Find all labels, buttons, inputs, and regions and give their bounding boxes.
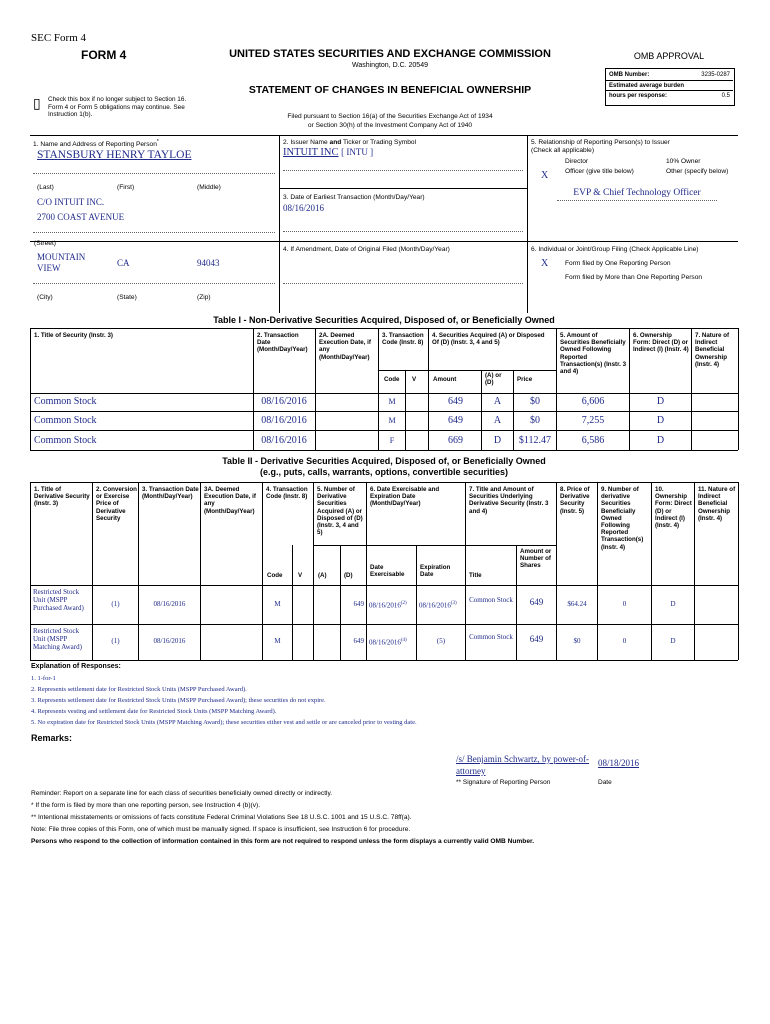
- box5-label: 5. Relationship of Reporting Person(s) to Issuer (Check all applicable): [531, 139, 670, 154]
- omb-hours-label: hours per response:: [609, 93, 668, 99]
- box4-label: 4. If Amendment, Date of Original Filed (Month/Day/Year): [283, 246, 450, 253]
- t2-h-price: 8. Price of Derivative Security (Instr. 5): [560, 486, 590, 515]
- t2-row-price: $64.24: [567, 600, 587, 608]
- t1-h-ownership: 6. Ownership Form: Direct (D) or Indirect (I) (Instr. 4): [633, 332, 689, 354]
- t1-row-date: 08/16/2016: [261, 396, 307, 407]
- t2-h-a: (A): [318, 572, 327, 579]
- state-value: CA: [117, 258, 130, 268]
- multiple-persons-note: * If the form is filed by more than one reporting person, see Instruction 4 (b)(v).: [31, 802, 261, 809]
- explanation-item: 5. No expiration date for Restricted Stock Units (MSPP Matching Award); these securities either vest and settle or are canceled prior to vesting date.: [31, 719, 417, 726]
- t1-h-code: 3. Transaction Code (Instr. 8): [382, 332, 424, 347]
- t1-h-price: Price: [517, 376, 533, 383]
- statement-title: STATEMENT OF CHANGES IN BENEFICIAL OWNERSHIP: [248, 84, 532, 96]
- t2-h-ownership: 10. Ownership Form: Direct (D) or Indirect (I) (Instr. 4): [655, 486, 692, 530]
- more-persons-label: Form filed by More than One Reporting Person: [565, 274, 703, 281]
- box2-label: 2. Issuer Name and Ticker or Trading Symbol: [283, 139, 417, 146]
- box6-label: 6. Individual or Joint/Group Filing (Check Applicable Line): [531, 246, 699, 253]
- copies-note: Note: File three copies of this Form, one of which must be manually signed. If space is insufficient, see Instruction 6 for procedure.: [31, 826, 411, 833]
- t2-row-date: 08/16/2016: [153, 600, 186, 608]
- signature-label: ** Signature of Reporting Person: [456, 779, 551, 786]
- city-value: MOUNTAIN VIEW: [37, 252, 86, 273]
- t2-row-expiration: (5): [436, 637, 446, 645]
- t1-row-amount: 649: [448, 415, 463, 426]
- checkbox-icon[interactable]: ▯: [33, 95, 41, 111]
- section16-checkbox-text: Check this box if no longer subject to Section 16. Form 4 or Form 5 obligations may continue. See Instruction 1(b).: [48, 96, 187, 119]
- t1-row-ad: D: [493, 435, 502, 446]
- t2-h-expiration: Expiration Date: [420, 564, 451, 579]
- t2-h-underlying: 7. Title and Amount of Securities Underlying Derivative Security (Instr. 3 and 4): [469, 486, 549, 515]
- one-person-check-x[interactable]: X: [541, 258, 549, 269]
- t1-row-code: M: [388, 397, 396, 406]
- omb-number-label: OMB Number:: [609, 72, 650, 78]
- form-title: FORM 4: [81, 48, 127, 62]
- t2-row-underlying-amount: 649: [529, 634, 544, 644]
- first-label: (First): [117, 184, 135, 191]
- t1-row-title: Common Stock: [34, 435, 97, 446]
- t1-h-securities: 4. Securities Acquired (A) or Disposed Of (D) (Instr. 3, 4 and 5): [432, 332, 545, 347]
- t1-row-ad: A: [493, 415, 502, 426]
- reminder-note: Reminder: Report on a separate line for each class of securities beneficially owned directly or indirectly.: [31, 790, 333, 797]
- t1-row-price: $112.47: [518, 435, 552, 446]
- t2-row-price: $0: [573, 637, 581, 645]
- t2-row-expiration: 08/16/2016$^{(3)}$: [419, 601, 457, 610]
- explanation-item: 2. Represents settlement date for Restricted Stock Units (MSPP Purchased Award).: [31, 686, 247, 693]
- omb-hours: 0.5: [721, 93, 730, 99]
- filed-pursuant: Filed pursuant to Section 16(a) of the Securities Exchange Act of 1934: [287, 113, 493, 120]
- table2-subtitle: (e.g., puts, calls, warrants, options, convertible securities): [259, 467, 509, 477]
- director-label: Director: [565, 158, 589, 165]
- t1-h-amount-owned: 5. Amount of Securities Beneficially Owned Following Reported Transaction(s) (Instr. 3 and 4): [560, 332, 627, 376]
- remarks-title: Remarks:: [31, 733, 73, 743]
- zip-label: (Zip): [197, 294, 211, 301]
- one-person-label: Form filed by One Reporting Person: [565, 260, 671, 267]
- explanation-item: 3. Represents settlement date for Restricted Stock Units (MSPP Purchased Award); these securities do not expire.: [31, 697, 326, 704]
- t2-h-date: 3. Transaction Date (Month/Day/Year): [142, 486, 199, 501]
- t2-h-title-col: Title: [469, 572, 482, 579]
- t2-h-amount-col: Amount or Number of Shares: [520, 548, 552, 570]
- officer-title: EVP & Chief Technology Officer: [573, 188, 701, 198]
- t1-row-owned: 7,255: [581, 415, 605, 426]
- t2-row-date: 08/16/2016: [153, 637, 186, 645]
- t1-h-title: 1. Title of Security (Instr. 3): [34, 332, 113, 339]
- t2-row-conv: (1): [111, 600, 120, 608]
- explanation-item: 1. 1-for-1: [31, 675, 56, 682]
- box3-label: 3. Date of Earliest Transaction (Month/Day/Year): [283, 194, 425, 201]
- t1-row-price: $0: [530, 396, 540, 407]
- t2-h-deemed: 3A. Deemed Execution Date, if any (Month/Day/Year): [204, 486, 256, 515]
- t2-row-underlying-title: Common Stock: [469, 633, 513, 641]
- table1-title: Table I - Non-Derivative Securities Acquired, Disposed of, or Beneficially Owned: [213, 315, 555, 325]
- t1-h-amount: Amount: [433, 376, 457, 383]
- t1-row-price: $0: [530, 415, 540, 426]
- date-label: Date: [598, 779, 612, 786]
- signature-date: 08/18/2016: [598, 758, 640, 768]
- t2-row-exercisable: 08/16/2016$^{(4)}$: [369, 638, 407, 647]
- city-label: (City): [37, 294, 53, 301]
- t1-h-code-sub: Code: [384, 376, 400, 383]
- t2-h-title: 1. Title of Derivative Security (Instr. 3): [34, 486, 90, 508]
- t1-h-nature: 7. Nature of Indirect Beneficial Ownership (Instr. 4): [695, 332, 730, 368]
- t1-row-ad: A: [493, 396, 502, 407]
- explanation-title: Explanation of Responses:: [31, 663, 121, 670]
- address-line-1: C/O INTUIT INC.: [37, 197, 105, 207]
- omb-number: 3235-0287: [701, 72, 730, 78]
- t2-row-owned: 0: [622, 637, 627, 645]
- t2-row-conv: (1): [111, 637, 120, 645]
- table2-title: Table II - Derivative Securities Acquired, Disposed of, or Beneficially Owned: [222, 456, 546, 466]
- t1-row-title: Common Stock: [34, 415, 97, 426]
- omb-approval-title: OMB APPROVAL: [633, 51, 705, 61]
- street-label: (Street): [34, 240, 56, 247]
- officer-label: Officer (give title below): [565, 168, 634, 175]
- t1-h-deemed: 2A. Deemed Execution Date, if any (Month/Day/Year): [319, 332, 371, 361]
- t1-row-date: 08/16/2016: [261, 415, 307, 426]
- t2-row-form: D: [670, 637, 676, 645]
- t1-row-owned: 6,586: [581, 435, 605, 446]
- earliest-transaction-date: 08/16/2016: [283, 203, 325, 213]
- state-label: (State): [117, 294, 137, 301]
- middle-label: (Middle): [197, 184, 221, 191]
- t2-h-conversion: 2. Conversion or Exercise Price of Derivative Security: [96, 486, 137, 522]
- misstatement-note: ** Intentional misstatements or omissions of facts constitute Federal Criminal Violations See 18 U.S.C. 1001 and 15 U.S.C. 78ff(a).: [31, 814, 412, 821]
- t2-row-code: M: [274, 600, 281, 608]
- address-line-2: 2700 COAST AVENUE: [37, 212, 125, 222]
- box1-label: 1. Name and Address of Reporting Person*: [33, 139, 159, 149]
- t2-row-title: Restricted Stock Unit (MSPP Matching Award): [33, 627, 82, 651]
- t2-h-exercisable: 6. Date Exercisable and Expiration Date (Month/Day/Year): [370, 486, 440, 508]
- signature: /s/ Benjamin Schwartz, by power-of-attorney: [456, 754, 590, 776]
- t2-row-form: D: [670, 600, 676, 608]
- t1-h-v: V: [412, 376, 417, 383]
- t2-row-underlying-amount: 649: [529, 597, 544, 607]
- last-label: (Last): [37, 184, 54, 191]
- t2-h-owned: 9. Number of derivative Securities Beneficially Owned Following Reported Transaction(s) (Instr. 4): [601, 486, 644, 551]
- filed-pursuant-2: or Section 30(h) of the Investment Company Act of 1940: [307, 122, 473, 129]
- t1-row-owned: 6,606: [581, 396, 605, 407]
- commission-title: UNITED STATES SECURITIES AND EXCHANGE COMMISSION: [229, 48, 551, 60]
- t2-row-d: 649: [353, 637, 364, 645]
- omb-note: Persons who respond to the collection of information contained in this form are not required to respond unless the form displays a currently valid OMB Number.: [31, 838, 535, 845]
- t2-h-code-sub: Code: [267, 572, 283, 579]
- t2-row-exercisable: 08/16/2016$^{(2)}$: [369, 601, 407, 610]
- sec-form-label: SEC Form 4: [31, 32, 87, 44]
- t2-h-d: (D): [344, 572, 353, 579]
- zip-value: 94043: [197, 258, 220, 268]
- t2-h-date-exercisable: Date Exercisable: [370, 564, 405, 579]
- t2-row-code: M: [274, 637, 281, 645]
- t1-row-form: D: [656, 415, 665, 426]
- officer-check-x[interactable]: X: [541, 170, 549, 181]
- other-label: Other (specify below): [666, 168, 729, 175]
- t1-row-code: M: [388, 416, 396, 425]
- city-label: Washington, D.C. 20549: [351, 62, 428, 69]
- t1-row-form: D: [656, 435, 665, 446]
- t1-h-ad: (A) or (D): [485, 372, 502, 387]
- reporting-person-name[interactable]: STANSBURY HENRY TAYLOE: [37, 149, 192, 161]
- t2-row-title: Restricted Stock Unit (MSPP Purchased Award): [33, 588, 84, 612]
- omb-burden-label: Estimated average burden: [609, 83, 685, 89]
- t1-row-code: F: [389, 436, 395, 445]
- ten-percent-owner-label: 10% Owner: [666, 158, 701, 165]
- t2-row-underlying-title: Common Stock: [469, 596, 513, 604]
- t1-row-title: Common Stock: [34, 396, 97, 407]
- t2-h-code: 4. Transaction Code (Instr. 8): [266, 486, 308, 501]
- issuer-name[interactable]: INTUIT INC [ INTU ]: [283, 147, 374, 158]
- t2-row-d: 649: [353, 600, 364, 608]
- t2-h-v: V: [298, 572, 303, 579]
- t1-row-form: D: [656, 396, 665, 407]
- t1-h-date: 2. Transaction Date (Month/Day/Year): [257, 332, 308, 354]
- t2-h-number: 5. Number of Derivative Securities Acquired (A) or Disposed of (D) (Instr. 3, 4 and 5): [317, 486, 363, 537]
- t1-row-amount: 669: [448, 435, 463, 446]
- t1-row-amount: 649: [448, 396, 463, 407]
- t1-row-date: 08/16/2016: [261, 435, 307, 446]
- t2-row-owned: 0: [622, 600, 627, 608]
- t2-h-nature: 11. Nature of Indirect Beneficial Ownership (Instr. 4): [698, 486, 736, 522]
- explanation-item: 4. Represents vesting and settlement date for Restricted Stock Units (MSPP Matching Award).: [31, 708, 277, 715]
